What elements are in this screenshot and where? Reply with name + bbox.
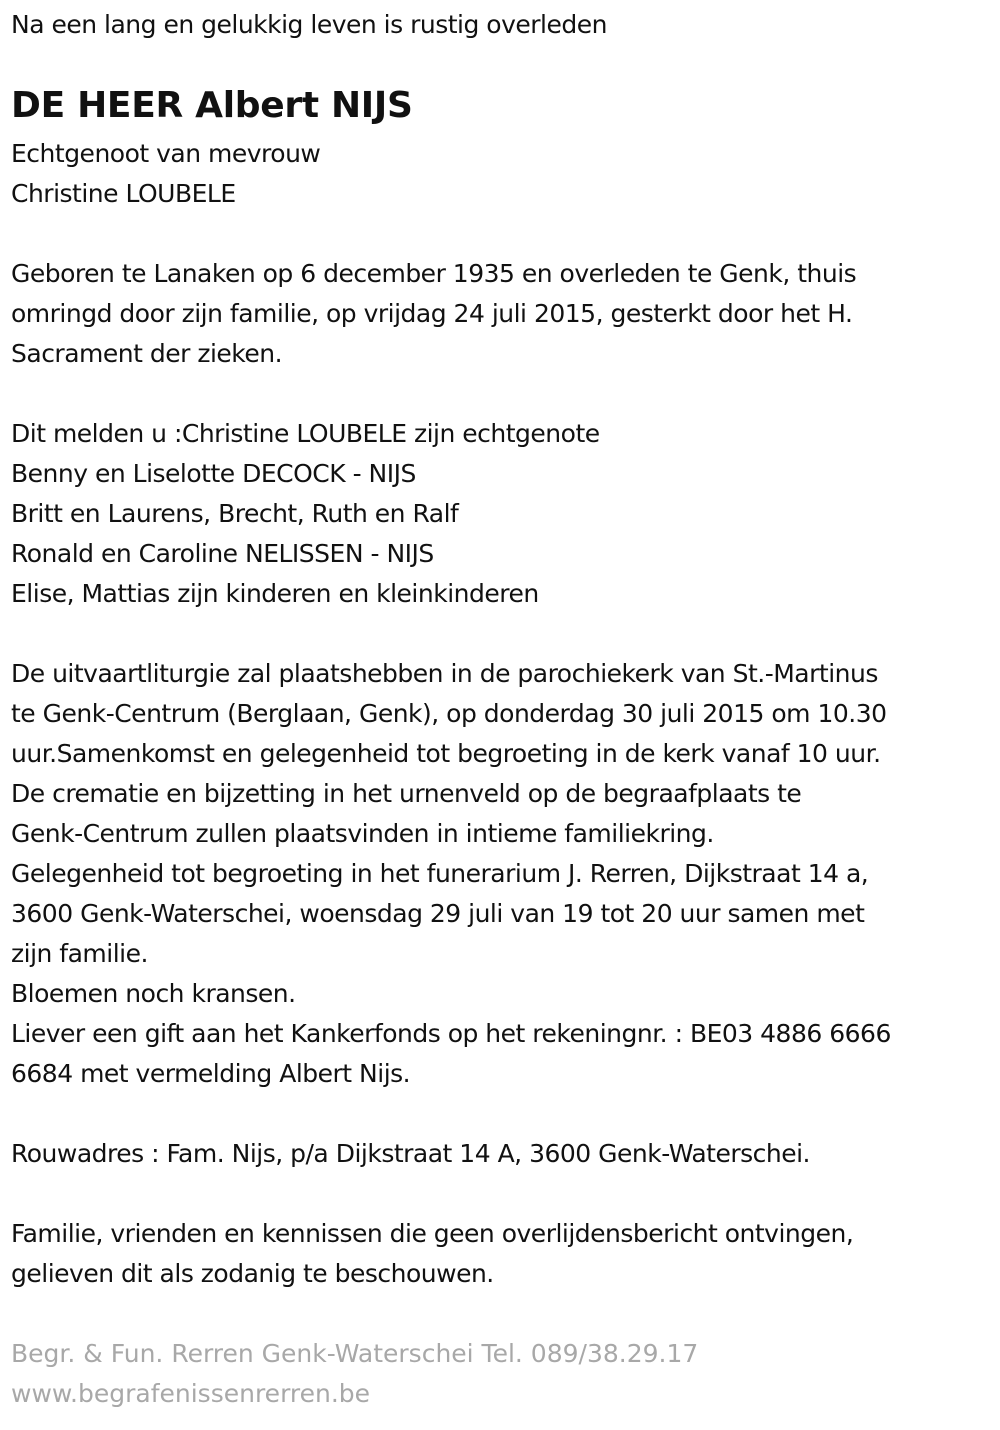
paragraph-line: 3600 Genk-Waterschei, woensdag 29 juli van 19 tot 20 uur samen met bbox=[11, 899, 865, 928]
family-line: Ronald en Caroline NELISSEN - NIJS bbox=[11, 539, 434, 568]
family-line: Britt en Laurens, Brecht, Ruth en Ralf bbox=[11, 499, 459, 528]
spouse-line: Echtgenoot van mevrouw bbox=[11, 139, 321, 168]
paragraph-line: De uitvaartliturgie zal plaatshebben in de parochiekerk van St.-Martinus bbox=[11, 659, 878, 688]
paragraph-line: gelieven dit als zodanig te beschouwen. bbox=[11, 1259, 494, 1288]
paragraph-line: Genk-Centrum zullen plaatsvinden in intieme familiekring. bbox=[11, 819, 714, 848]
family-line: Elise, Mattias zijn kinderen en kleinkinderen bbox=[11, 579, 539, 608]
paragraph-line: omringd door zijn familie, op vrijdag 24 juli 2015, gesterkt door het H. bbox=[11, 299, 853, 328]
family-line: Dit melden u :Christine LOUBELE zijn echtgenote bbox=[11, 419, 600, 448]
website-link[interactable]: www.begrafenissenrerren.be bbox=[11, 1379, 371, 1408]
paragraph-line: Sacrament der zieken. bbox=[11, 339, 283, 368]
paragraph-line: Familie, vrienden en kennissen die geen overlijdensbericht ontvingen, bbox=[11, 1219, 854, 1248]
address-line: Rouwadres : Fam. Nijs, p/a Dijkstraat 14 A, 3600 Genk-Waterschei. bbox=[11, 1139, 811, 1168]
paragraph-line: De crematie en bijzetting in het urnenveld op de begraafplaats te bbox=[11, 779, 802, 808]
family-list bbox=[11, 414, 600, 614]
paragraph-line: te Genk-Centrum (Berglaan, Genk), op donderdag 30 juli 2015 om 10.30 bbox=[11, 699, 887, 728]
funeral-home-contact: Begr. & Fun. Rerren Genk-Waterschei Tel. 089/38.29.17 bbox=[11, 1339, 699, 1368]
funeral-details-paragraph bbox=[11, 654, 891, 1094]
funeral-home-footer bbox=[11, 1334, 698, 1414]
family-line: Benny en Liselotte DECOCK - NIJS bbox=[11, 459, 416, 488]
paragraph-line: zijn familie. bbox=[11, 939, 148, 968]
deceased-name: DE HEER Albert NIJS bbox=[11, 85, 413, 126]
paragraph-line: Geboren te Lanaken op 6 december 1935 en overleden te Genk, thuis bbox=[11, 259, 857, 288]
spouse-name: Christine LOUBELE bbox=[11, 179, 236, 208]
birth-death-paragraph bbox=[11, 254, 856, 374]
mourning-address bbox=[11, 1134, 810, 1174]
paragraph-line: 6684 met vermelding Albert Nijs. bbox=[11, 1059, 411, 1088]
paragraph-line: Bloemen noch kransen. bbox=[11, 979, 296, 1008]
paragraph-line: uur.Samenkomst en gelegenheid tot begroeting in de kerk vanaf 10 uur. bbox=[11, 739, 881, 768]
paragraph-line: Liever een gift aan het Kankerfonds op het rekeningnr. : BE03 4886 6666 bbox=[11, 1019, 891, 1048]
intro-text: Na een lang en gelukkig leven is rustig overleden bbox=[11, 10, 607, 39]
spouse-section bbox=[11, 134, 320, 214]
notice-paragraph bbox=[11, 1214, 853, 1294]
paragraph-line: Gelegenheid tot begroeting in het funerarium J. Rerren, Dijkstraat 14 a, bbox=[11, 859, 869, 888]
